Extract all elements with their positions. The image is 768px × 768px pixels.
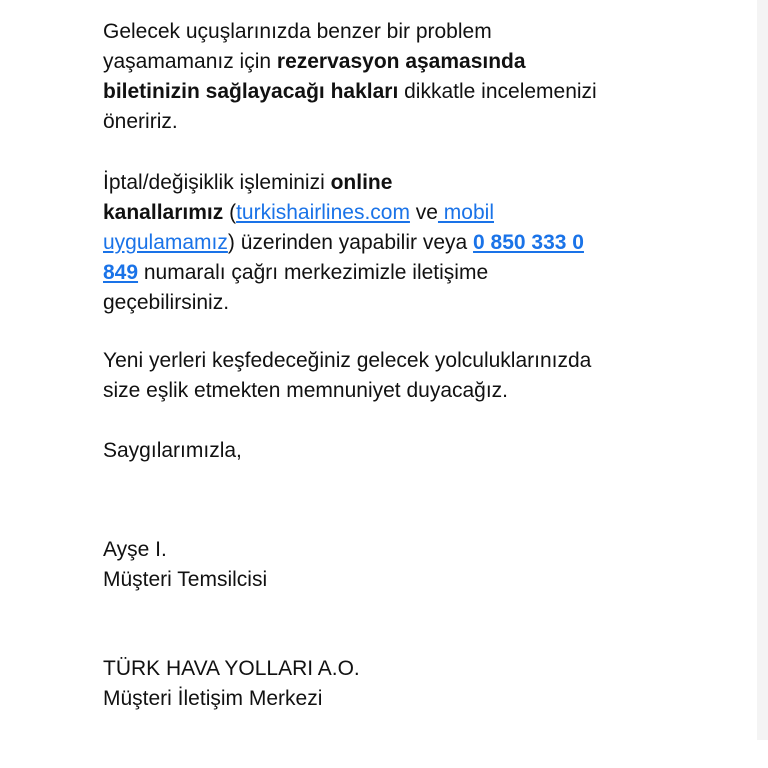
- text: yaşamamanız için: [103, 50, 277, 73]
- bold-text: biletinizin sağlayacağı hakları: [103, 80, 399, 103]
- text: dikkatle incelemenizi: [398, 80, 597, 103]
- text: numaralı çağrı merkezimizle iletişime: [138, 261, 489, 284]
- text-line: öneririz.: [103, 110, 178, 133]
- scrollbar-track[interactable]: [757, 0, 768, 740]
- text: İptal/değişiklik işleminizi: [103, 171, 331, 194]
- phone-link[interactable]: 849: [103, 261, 139, 284]
- paragraph-contact: [103, 168, 584, 318]
- bold-text: online: [330, 171, 393, 194]
- text-line: [103, 77, 597, 107]
- bold-text: rezervasyon aşamasında: [276, 50, 526, 73]
- closing: [103, 436, 242, 466]
- company-department: Müşteri İletişim Merkezi: [103, 687, 323, 710]
- text-line: [103, 228, 584, 258]
- text-line: Yeni yerleri keşfedeceğiniz gelecek yolculuklarınızda: [103, 349, 592, 372]
- text-line: [103, 258, 584, 288]
- paragraph-advice: [103, 17, 597, 137]
- signature-title: Müşteri Temsilcisi: [103, 568, 268, 591]
- signature-name: Ayşe I.: [103, 538, 167, 561]
- text-line: [103, 198, 584, 228]
- mobile-app-link[interactable]: uygulamamız: [103, 231, 228, 254]
- mobile-app-link[interactable]: mobil: [437, 201, 494, 224]
- website-link[interactable]: turkishairlines.com: [236, 201, 410, 224]
- closing-text: Saygılarımızla,: [103, 439, 242, 462]
- bold-text: kanallarımız: [103, 201, 224, 224]
- text: (: [223, 201, 237, 224]
- text: ve: [409, 201, 438, 224]
- company-name: TÜRK HAVA YOLLARI A.O.: [103, 657, 360, 680]
- text-line: size eşlik etmekten memnuniyet duyacağız.: [103, 379, 509, 402]
- text-line: [103, 47, 597, 77]
- text-line: geçebilirsiniz.: [103, 291, 230, 314]
- signature: [103, 535, 267, 595]
- text-line: [103, 168, 584, 198]
- text: ) üzerinden yapabilir veya: [227, 231, 474, 254]
- paragraph-closing-wish: [103, 346, 591, 406]
- phone-link[interactable]: 0 850 333 0: [473, 231, 584, 254]
- text-line: Gelecek uçuşlarınızda benzer bir problem: [103, 20, 492, 43]
- company-block: [103, 654, 360, 714]
